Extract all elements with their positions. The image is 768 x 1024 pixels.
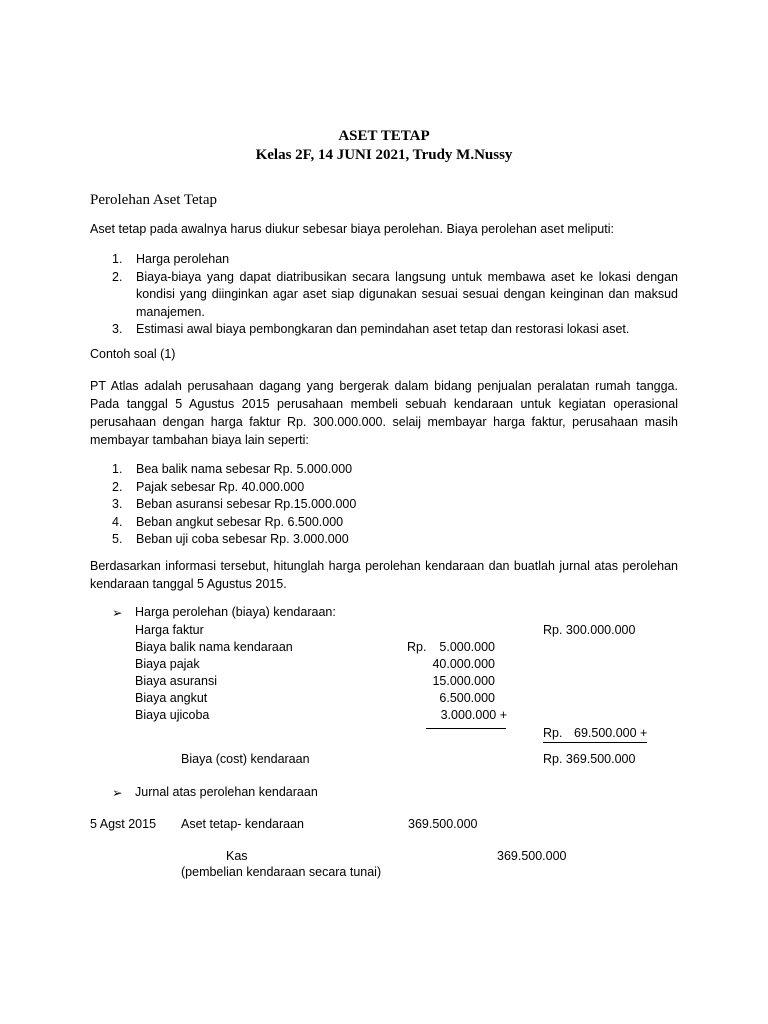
list-item: 3. Estimasi awal biaya pembongkaran dan pemindahan aset tetap dan restorasi lokasi aset.: [112, 322, 630, 336]
calc-row-value: 15.000.000: [432, 674, 495, 688]
calc-row-value: 3.000.000 +: [440, 708, 507, 722]
total-label: Biaya (cost) kendaraan: [181, 752, 310, 766]
calc-row-value: 40.000.000: [432, 657, 495, 671]
subtotal-underline: [543, 742, 647, 743]
list-item: 4. Beban angkut sebesar Rp. 6.500.000: [112, 514, 344, 529]
journal-credit-value: 369.500.000: [497, 849, 567, 863]
sum-line: [426, 728, 506, 729]
document-title: ASET TETAP: [338, 128, 430, 144]
calc-row-label: Biaya balik nama kendaraan: [135, 640, 293, 654]
intro-text: Aset tetap pada awalnya harus diukur sebesar biaya perolehan. Biaya perolehan aset meliputi:: [90, 222, 614, 236]
list-item: 3. Beban asuransi sebesar Rp.15.000.000: [112, 497, 357, 511]
calc-row-value: 6.500.000: [439, 691, 495, 705]
calc-rp-prefix: Rp.: [407, 640, 427, 654]
example-paragraph: PT Atlas adalah perusahaan dagang yang bergerak dalam bidang penjualan peralatan rumah tangga. Pada tanggal 5 Agustus 2015 perusahaan membeli sebuah kendaraan untuk kegiatan operasional perusahaan dengan harga faktur Rp. 300.000.000. selaij membayar harga faktur, perusahaan masih membayar tambahan biaya lain seperti:: [90, 379, 678, 447]
acquisition-cost-list: [90, 251, 678, 339]
journal-credit-account: Kas: [226, 849, 248, 863]
arrow-bullet-icon: ➢: [112, 786, 123, 800]
list-item: 1. Bea balik nama sebesar Rp. 5.000.000: [112, 462, 353, 476]
calc-row-label: Biaya ujicoba: [135, 708, 210, 722]
total-value: Rp. 369.500.000: [543, 752, 636, 766]
section-heading: Perolehan Aset Tetap: [90, 192, 217, 208]
calc-row-value: 5.000.000: [439, 640, 495, 654]
subtotal-value: 69.500.000 +: [574, 726, 648, 740]
journal-debit-account: Aset tetap- kendaraan: [181, 817, 304, 831]
list-item: 5. Beban uji coba sebesar Rp. 3.000.000: [112, 532, 349, 546]
arrow-bullet-icon: ➢: [112, 606, 123, 620]
question-paragraph: Berdasarkan informasi tersebut, hitunglah harga perolehan kendaraan dan buatlah jurnal atas perolehan kendaraan tanggal 5 Agustus 2015.: [90, 559, 678, 591]
additional-costs-list: [90, 461, 678, 549]
calc-value-faktur: Rp. 300.000.000: [543, 623, 636, 637]
subtotal-rp-prefix: Rp.: [543, 726, 563, 740]
calc-row-label: Biaya pajak: [135, 657, 200, 671]
list-item: 2. Pajak sebesar Rp. 40.000.000: [112, 479, 305, 494]
journal-debit-value: 369.500.000: [408, 817, 478, 831]
calc-row-label: Biaya angkut: [135, 691, 208, 705]
example-label: Contoh soal (1): [90, 347, 176, 361]
calc-heading: Harga perolehan (biaya) kendaraan:: [135, 605, 336, 619]
calc-row-label: Biaya asuransi: [135, 674, 217, 688]
list-item: 1. Harga perolehan: [112, 252, 230, 266]
journal-heading: Jurnal atas perolehan kendaraan: [135, 785, 318, 799]
list-item: 2. Biaya-biaya yang dapat diatribusikan secara langsung untuk membawa aset ke lokasi dengan kondisi yang diinginkan agar aset siap digunakan sesuai sesuai dengan keinginan dan maksud manajemen.: [112, 269, 678, 319]
journal-date: 5 Agst 2015: [90, 817, 157, 831]
document-subtitle: Kelas 2F, 14 JUNI 2021, Trudy M.Nussy: [255, 147, 513, 163]
calc-label-faktur: Harga faktur: [135, 623, 204, 637]
journal-memo: (pembelian kendaraan secara tunai): [181, 865, 382, 879]
